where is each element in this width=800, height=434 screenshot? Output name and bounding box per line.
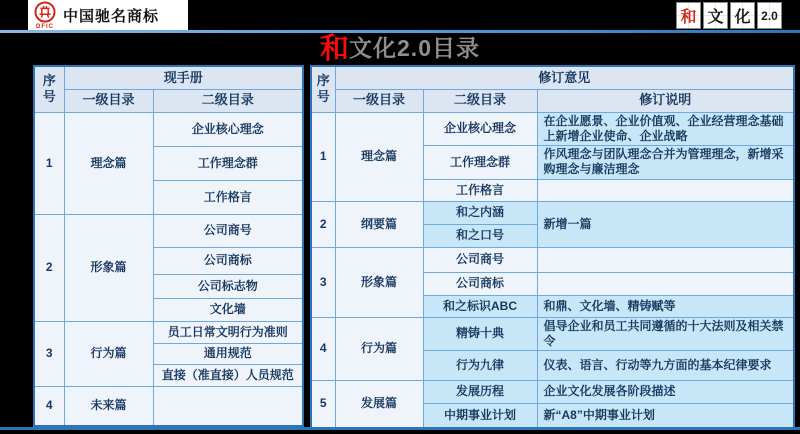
- badge-tile: 文: [703, 2, 728, 29]
- level1-cell: 形象篇: [64, 214, 153, 321]
- col-header-level1: 一级目录: [64, 89, 153, 112]
- level2-cell: 员工日常文明行为准则: [153, 321, 303, 343]
- level2-cell: 和之口号: [423, 224, 537, 247]
- level2-cell: 工作格言: [423, 179, 537, 201]
- col-header-level2: 二级目录: [153, 89, 303, 112]
- tables-area: [33, 65, 795, 429]
- revision-note-cell: 新“A8”中期事业计划: [537, 403, 794, 428]
- level2-cell: 工作格言: [153, 180, 303, 214]
- level2-cell: 公司商标: [423, 272, 537, 295]
- level1-cell: 理念篇: [64, 112, 153, 214]
- seq-cell: 4: [34, 386, 64, 426]
- level2-cell: 公司商号: [153, 214, 303, 247]
- level2-cell: 和之标识ABC: [423, 295, 537, 317]
- col-header-level2: 二级目录: [423, 89, 537, 112]
- seq-cell: 3: [34, 321, 64, 386]
- revision-note-cell: [537, 179, 794, 201]
- level2-cell: 中期事业计划: [423, 403, 537, 428]
- level2-cell: 企业核心理念: [423, 112, 537, 145]
- table-row: [311, 380, 794, 403]
- current-manual-table: [33, 65, 304, 427]
- table-row: [34, 321, 303, 343]
- level1-cell: 行为篇: [64, 321, 153, 386]
- seq-cell: 4: [311, 317, 335, 380]
- level2-cell: 公司商标: [153, 247, 303, 274]
- he-culture-badge: [676, 2, 782, 29]
- table-row: [311, 112, 794, 145]
- col-header-group: 修订意见: [335, 66, 794, 89]
- trademark-text: 中国驰名商标: [63, 7, 160, 25]
- revision-note-cell: 作风理念与团队理念合并为管理理念，新增采购理念与廉洁理念: [537, 145, 794, 179]
- seq-cell: 2: [311, 201, 335, 247]
- col-header-note: 修订说明: [537, 89, 794, 112]
- title-rest: 文化2.0目录: [349, 35, 480, 61]
- level1-cell: 未来篇: [64, 386, 153, 426]
- col-header-seq: 序号: [34, 66, 64, 112]
- level1-cell: 纲要篇: [335, 201, 423, 247]
- table-row: [311, 201, 794, 224]
- level2-cell: 精铸十典: [423, 317, 537, 350]
- top-bar: [0, 0, 800, 30]
- table-row: [311, 247, 794, 272]
- revision-note-cell: 在企业愿景、企业价值观、企业经营理念基础上新增企业使命、企业战略: [537, 112, 794, 145]
- table-row: [34, 386, 303, 426]
- revision-note-cell: 和鼎、文化墙、精铸赋等: [537, 295, 794, 317]
- col-header-level1: 一级目录: [335, 89, 423, 112]
- col-header-seq: 序号: [311, 66, 335, 112]
- seq-cell: 5: [311, 380, 335, 428]
- level2-cell: 公司标志物: [153, 274, 303, 298]
- logo-plate: [28, 0, 188, 30]
- col-header-group: 现手册: [64, 66, 303, 89]
- revision-note-cell: 新增一篇: [537, 201, 794, 247]
- revision-table: [310, 65, 795, 429]
- level2-cell: 行为九律: [423, 350, 537, 380]
- level2-cell: 通用规范: [153, 343, 303, 364]
- divider-bottom: [0, 427, 800, 430]
- revision-note-cell: [537, 272, 794, 295]
- revision-note-cell: 仪表、语言、行动等九方面的基本纪律要求: [537, 350, 794, 380]
- level2-cell: 文化墙: [153, 298, 303, 321]
- page-title: [0, 33, 800, 63]
- title-accent: 和: [320, 33, 350, 65]
- level2-cell: [153, 386, 303, 426]
- dfic-text: DFIC: [36, 23, 54, 30]
- level2-cell: 发展历程: [423, 380, 537, 403]
- seq-cell: 2: [34, 214, 64, 321]
- level2-cell: 工作理念群: [423, 145, 537, 179]
- table-row: [311, 317, 794, 350]
- seq-cell: 3: [311, 247, 335, 317]
- badge-tile: 化: [730, 2, 755, 29]
- level1-cell: 行为篇: [335, 317, 423, 380]
- table-row: [34, 112, 303, 146]
- seq-cell: 1: [34, 112, 64, 214]
- seq-cell: 1: [311, 112, 335, 201]
- level2-cell: 工作理念群: [153, 146, 303, 180]
- revision-note-cell: 倡导企业和员工共同遵循的十大法则及相关禁令: [537, 317, 794, 350]
- badge-tile: 2.0: [757, 2, 782, 29]
- revision-note-cell: [537, 247, 794, 272]
- dfic-emblem-icon: [34, 1, 56, 23]
- level2-cell: 企业核心理念: [153, 112, 303, 146]
- dfic-logo: [32, 1, 58, 30]
- badge-tile: 和: [676, 2, 701, 29]
- level1-cell: 理念篇: [335, 112, 423, 201]
- level2-cell: 和之内涵: [423, 201, 537, 224]
- level1-cell: 发展篇: [335, 380, 423, 428]
- level1-cell: 形象篇: [335, 247, 423, 317]
- level2-cell: 直接（准直接）人员规范: [153, 364, 303, 386]
- revision-note-cell: 企业文化发展各阶段描述: [537, 380, 794, 403]
- table-row: [34, 214, 303, 247]
- level2-cell: 公司商号: [423, 247, 537, 272]
